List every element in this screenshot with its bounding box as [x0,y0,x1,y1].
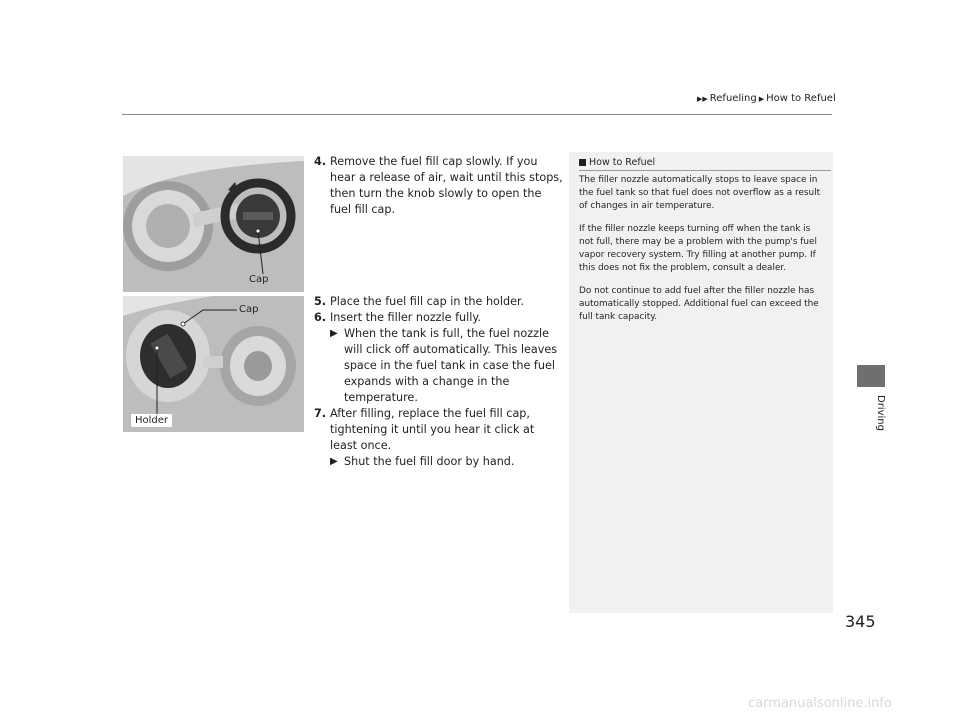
breadcrumb-arrow-icon: ▶ [758,94,765,103]
figure-cap-label: Cap [239,304,259,315]
step-7-result [314,454,564,470]
step-number: 4. [314,155,327,168]
cap-holder-illustration [123,296,304,432]
result-text: Shut the fuel fill door by hand. [344,455,515,468]
step-text: Remove the fuel fill cap slowly. If you hear a release of air, wait until this stops, then turn the knob slowly to open the fuel fill cap. [330,155,563,216]
step-4 [314,154,564,218]
step-text: Insert the filler nozzle fully. [330,311,481,324]
note-paragraph: If the filler nozzle keeps turning off when the tank is not full, there may be a problem with the pump's fuel vapor recovery system. Try filling at another pump. If this does not fix the problem, consult a dealer. [579,224,817,273]
step-number: 7. [314,407,327,420]
page-number: 345 [845,612,876,631]
step-number: 6. [314,311,327,324]
note-panel [569,152,833,613]
step-5 [314,294,564,310]
breadcrumb [697,93,837,104]
breadcrumb-section: Refueling [709,93,757,104]
step-text: Place the fuel fill cap in the holder. [330,295,525,308]
steps-group-1 [314,154,564,218]
fuel-door-illustration [123,156,304,292]
note-marker-icon [579,159,586,166]
step-text: After filling, replace the fuel fill cap, tightening it until you hear it click at least once. [330,407,535,452]
chapter-label: Driving [875,395,886,431]
figure-holder-label: Holder [131,414,172,427]
figure-cap-label: Cap [249,274,269,285]
step-6-result [314,326,564,406]
steps-group-2 [314,294,564,470]
note-title [579,157,831,171]
breadcrumb-page: How to Refuel [766,93,836,104]
figure-open-cap [123,156,304,292]
note-title-text: How to Refuel [589,157,656,168]
note-body [579,174,827,334]
watermark: carmanualsonline.info [748,696,892,711]
note-paragraph: Do not continue to add fuel after the filler nozzle has automatically stopped. Additional fuel can exceed the full tank capacity. [579,286,819,322]
breadcrumb-arrow-icon: ▶▶ [697,94,708,103]
note-paragraph: The filler nozzle automatically stops to leave space in the fuel tank so that fuel does not overflow as a result of changes in air temperature. [579,175,821,211]
step-7 [314,406,564,454]
result-arrow-icon: ▶ [330,328,338,339]
result-text: When the tank is full, the fuel nozzle will click off automatically. This leaves space in the fuel tank in case the fuel expands with a change in the temperature. [344,327,558,404]
figure-cap-holder [123,296,304,432]
chapter-tab [857,365,885,387]
step-number: 5. [314,295,327,308]
header-divider [122,114,832,115]
result-arrow-icon: ▶ [330,456,338,467]
step-6 [314,310,564,326]
